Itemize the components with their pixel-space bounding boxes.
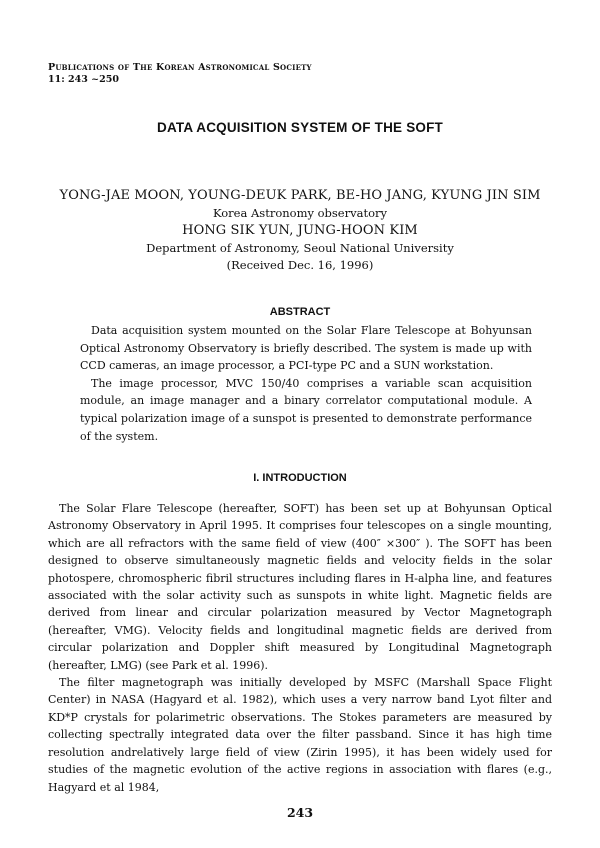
introduction-paragraph: The filter magnetograph was initially developed by MSFC (Marshall Space Flight Center) in NASA (Hagyard et al. 1982), which uses a very narrow band Lyot filter and KD*P crystals for polarimetric observations. The Stokes parameters are measured by collecting spectrally integrated data over the filter passband. Since it has high time resolution andrelatively large field of view (Zirin 1995), it has been widely used for studies of the magnetic evolution of the active regions in association with flares (e.g., Hagyard et al 1984, <box>48 676 552 794</box>
abstract-paragraph: Data acquisition system mounted on the Solar Flare Telescope at Bohyunsan Optical Astronomy Observatory is briefly described. The system is made up with CCD cameras, an image processor, a PCI-type PC and a SUN workstation. <box>80 324 532 373</box>
received-date: (Received Dec. 16, 1996) <box>226 258 374 272</box>
affiliation-2: Department of Astronomy, Seoul National University <box>146 241 454 255</box>
abstract-paragraph: The image processor, MVC 150/40 comprises a variable scan acquisition module, an image manager and a binary correlator computational module. A typical polarization image of a sunspot is presented to demonstrate performance of the system. <box>80 376 532 443</box>
author-names-2: HONG SIK YUN, JUNG-HOON KIM <box>182 223 418 238</box>
author-block <box>0 187 600 274</box>
introduction-body <box>48 500 552 796</box>
paper-title: DATA ACQUISITION SYSTEM OF THE SOFT <box>157 120 443 135</box>
journal-name: Publications of The Korean Astronomical Society <box>48 62 312 73</box>
introduction-heading: I. INTRODUCTION <box>253 472 347 484</box>
abstract-heading: ABSTRACT <box>269 306 331 318</box>
introduction-paragraph: The Solar Flare Telescope (hereafter, SOFT) has been set up at Bohyunsan Optical Astronomy Observatory in April 1995. It comprises four telescopes on a single mounting, which are all refractors with the same field of view (400″ ×300″ ). The SOFT has been designed to observe simultaneously magnetic fields and velocity fields in the solar photospere, chromospheric fibril structures including flares in H-alpha line, and features associated with the solar activity such as sunspots in white light. Magnetic fields are derived from linear and circular polarization measured by Vector Magnetograph (hereafter, VMG). Velocity fields and longitudinal magnetic fields are derived from circular polarization and Doppler shift measured by Longitudinal Magnetograph (hereafter, LMG) (see Park et al. 1996). <box>48 502 552 672</box>
page-number: 243 <box>286 805 314 820</box>
abstract-body <box>80 322 532 445</box>
affiliation-1: Korea Astronomy observatory <box>212 206 388 220</box>
journal-pages: 11: 243 ~250 <box>48 74 119 85</box>
journal-header <box>48 62 348 86</box>
author-names-1: YONG-JAE MOON, YOUNG-DEUK PARK, BE-HO JANG, KYUNG JIN SIM <box>59 188 541 203</box>
